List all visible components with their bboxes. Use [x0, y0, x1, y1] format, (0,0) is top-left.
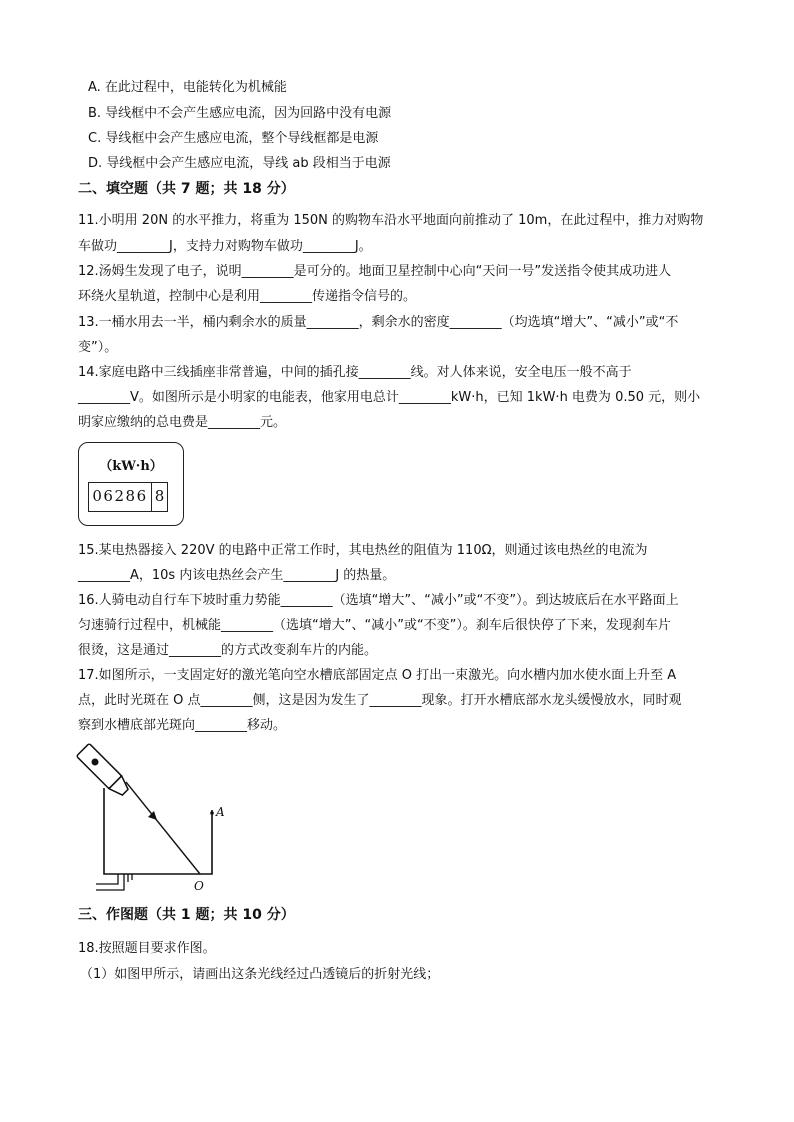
- question-11-line-2: 车做功________J，支持力对购物车做功________J。: [78, 239, 372, 254]
- option-c: C. 导线框中会产生感应电流，整个导线框都是电源: [88, 131, 379, 146]
- electricity-meter-figure: [78, 442, 184, 526]
- question-16-line-1: 16.人骑电动自行车下坡时重力势能________（选填“增大”、“减小”或“不变”）。到达坡底后在水平路面上: [78, 593, 679, 608]
- question-12-line-2: 环绕火星轨道，控制中心是利用________传递指令信号的。: [78, 289, 417, 304]
- point-a-marker: [210, 811, 214, 815]
- question-16-line-3: 很烫，这是通过________的方式改变刹车片的内能。: [78, 643, 378, 658]
- laser-beam: [126, 782, 200, 874]
- option-d: D. 导线框中会产生感应电流，导线 ab 段相当于电源: [88, 156, 391, 171]
- question-15-line-1: 15.某电热器接入 220V 的电路中正常工作时，其电热丝的阻值为 110Ω，则通过该电热丝的电流为: [78, 543, 648, 558]
- section-title-drawing: 三、作图题（共 1 题；共 10 分）: [78, 907, 295, 923]
- beam-arrow-icon: [148, 811, 157, 820]
- point-o-label: O: [194, 879, 204, 893]
- meter-decimal-digit: 8: [154, 487, 165, 505]
- question-17-line-1: 17.如图所示，一支固定好的激光笔向空水槽底部固定点 O 打出一束激光。向水槽内加水使水面上升至 A: [78, 668, 677, 683]
- question-13-line-2: 变”）。: [78, 340, 118, 355]
- water-tank-walls: [104, 788, 212, 874]
- question-14-line-2: ________V。如图所示是小明家的电能表，他家用电总计________kW·h，已知 1kW·h 电费为 0.50 元，则小: [78, 390, 701, 405]
- meter-whole-digits: 06286: [89, 483, 152, 511]
- question-17-line-3: 察到水槽底部光斑向________移动。: [78, 718, 287, 733]
- question-16-line-2: 匀速骑行过程中，机械能________（选填“增大”、“减小”或“不变”）。刹车后很快停了下来，发现刹车片: [78, 618, 671, 633]
- water-tank-laser-figure: [66, 740, 236, 902]
- question-15-line-2: ________A，10s 内该电热丝会产生________J 的热量。: [78, 568, 396, 583]
- section-title-fill-blank: 二、填空题（共 7 题；共 18 分）: [78, 181, 295, 197]
- question-14-line-3: 明家应缴纳的总电费是________元。: [78, 415, 287, 430]
- point-a-label: A: [216, 805, 225, 819]
- option-b: B. 导线框中不会产生感应电流，因为回路中没有电源: [88, 106, 392, 121]
- meter-unit-label: （kW·h）: [99, 459, 163, 474]
- question-18-line-2: （1）如图甲所示，请画出这条光线经过凸透镜后的折射光线；: [80, 967, 440, 982]
- question-13-line-1: 13.一桶水用去一半，桶内剩余水的质量________，剩余水的密度________（均选填“增大”、“减小”或“不: [78, 315, 679, 330]
- question-11-line-1: 11.小明用 20N 的水平推力，将重为 150N 的购物车沿水平地面向前推动了 10m，在此过程中，推力对购物: [78, 213, 704, 228]
- question-17-line-2: 点，此时光斑在 O 点________侧，这是因为发生了________现象。打开水槽底部水龙头缓慢放水，同时观: [78, 693, 682, 708]
- question-18-line-1: 18.按照题目要求作图。: [78, 941, 216, 956]
- question-14-line-1: 14.家庭电路中三线插座非常普遍，中间的插孔接________线。对人体来说，安全电压一般不高于: [78, 365, 632, 380]
- meter-reading: [88, 482, 168, 512]
- drain-faucet-icon: [96, 874, 132, 890]
- option-a: A. 在此过程中，电能转化为机械能: [88, 80, 287, 95]
- question-12-line-1: 12.汤姆生发现了电子，说明________是可分的。地面卫星控制中心向“天问一号”发送指令使其成功进人: [78, 264, 672, 279]
